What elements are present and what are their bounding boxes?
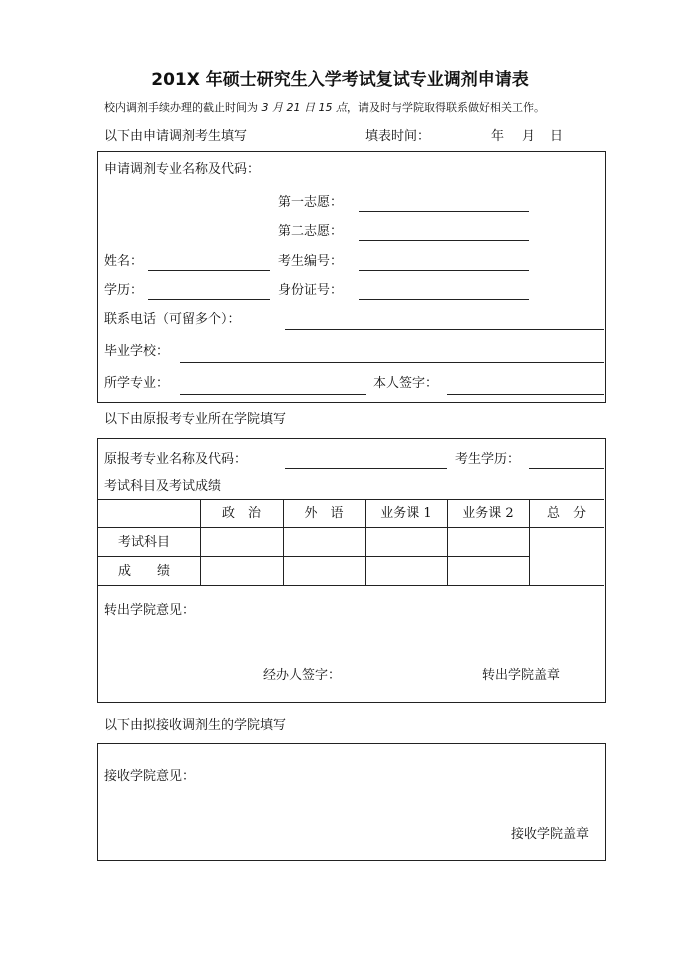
- exam-id-label: 考生编号：: [278, 254, 344, 269]
- education-field[interactable]: [148, 299, 270, 300]
- transfer-opinion-label: 转出学院意见：: [104, 603, 196, 618]
- section1-header: 以下由申请调剂考生填写: [104, 129, 248, 144]
- section2-header: 以下由原报考专业所在学院填写: [104, 412, 287, 427]
- notice-after: ，请及时与学院取得联系做好相关工作。: [346, 101, 545, 114]
- col-header-course1: 业务课 1: [380, 506, 432, 521]
- school-field[interactable]: [180, 362, 604, 363]
- orig-major-label: 原报考专业名称及代码：: [104, 452, 248, 467]
- choice1-field[interactable]: [359, 211, 529, 212]
- receive-opinion-label: 接收学院意见：: [104, 769, 196, 784]
- fill-time-month: 月: [522, 129, 536, 144]
- id-card-label: 身份证号：: [278, 283, 344, 298]
- school-label: 毕业学校：: [104, 344, 170, 359]
- fill-time-day: 日: [550, 129, 564, 144]
- phone-field[interactable]: [285, 329, 604, 330]
- form-title: 201X 年硕士研究生入学考试复试专业调剂申请表: [151, 70, 529, 90]
- major-studied-label: 所学专业：: [104, 376, 170, 391]
- row-label-score: 成 绩: [118, 564, 171, 579]
- deadline-notice: [104, 101, 545, 115]
- col-header-course2: 业务课 2: [462, 506, 514, 521]
- choice2-field[interactable]: [359, 240, 529, 241]
- id-card-field[interactable]: [359, 299, 529, 300]
- applicant-edu-label: 考生学历：: [455, 452, 521, 467]
- scores-table-header-rule: [97, 527, 604, 528]
- signature-field[interactable]: [447, 394, 604, 395]
- major-studied-field[interactable]: [180, 394, 366, 395]
- scores-table-bottom-rule: [97, 585, 604, 586]
- name-label: 姓名：: [104, 254, 144, 269]
- choice1-label: 第一志愿：: [278, 195, 344, 210]
- notice-deadline: 3 月 21 日 15 点: [261, 101, 347, 114]
- fill-time-label: 填表时间：: [365, 129, 431, 144]
- section3-header: 以下由拟接收调剂生的学院填写: [104, 718, 287, 733]
- phone-label: 联系电话（可留多个）：: [104, 312, 241, 327]
- handler-sign-label: 经办人签字：: [263, 668, 342, 683]
- fill-time-year: 年: [491, 129, 505, 144]
- col-header-language: 外 语: [304, 506, 344, 521]
- notice-before: 校内调剂手续办理的截止时间为: [104, 101, 262, 114]
- receiving-college-section-box: [97, 743, 606, 861]
- scores-table-mid-rule: [97, 556, 529, 557]
- receive-seal-label: 接收学院盖章: [511, 827, 590, 842]
- major-label: 申请调剂专业名称及代码：: [104, 162, 261, 177]
- applicant-section-box: [97, 151, 606, 403]
- name-field[interactable]: [148, 270, 270, 271]
- col-header-total: 总 分: [546, 506, 586, 521]
- scores-table-top-rule: [97, 499, 604, 500]
- applicant-edu-field[interactable]: [529, 468, 604, 469]
- scores-heading: 考试科目及考试成绩: [104, 479, 222, 494]
- col-header-politics: 政 治: [221, 506, 261, 521]
- transfer-seal-label: 转出学院盖章: [482, 668, 561, 683]
- exam-id-field[interactable]: [359, 270, 529, 271]
- education-label: 学历：: [104, 283, 144, 298]
- signature-label: 本人签字：: [373, 376, 439, 391]
- choice2-label: 第二志愿：: [278, 224, 344, 239]
- orig-major-field[interactable]: [285, 468, 447, 469]
- row-label-subject: 考试科目: [118, 535, 171, 550]
